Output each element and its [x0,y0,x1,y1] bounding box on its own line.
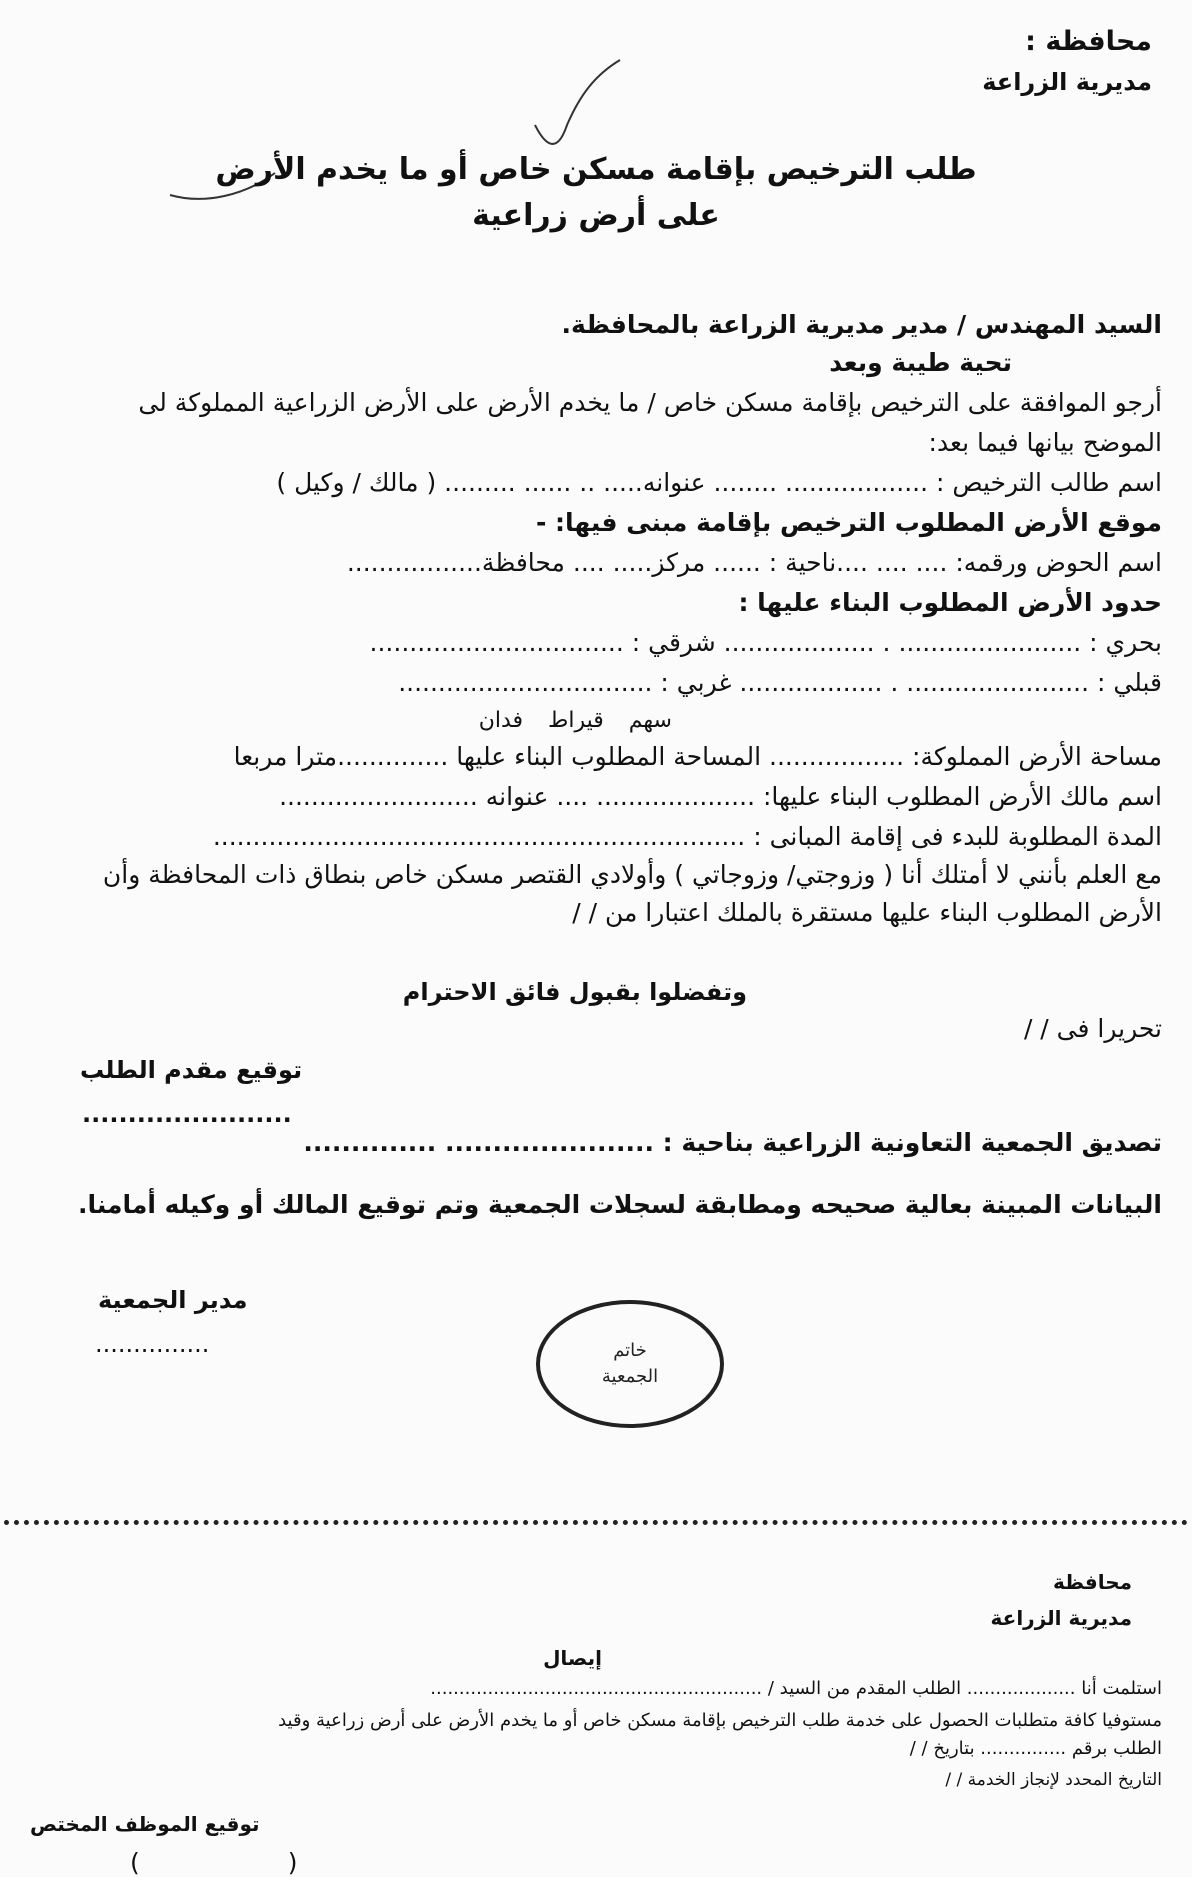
form-title-line1: طلب الترخيص بإقامة مسكن خاص أو ما يخدم الأرض [215,152,977,187]
cooperative-manager-label: مدير الجمعية [98,1286,248,1314]
declaration-line-2: الأرض المطلوب البناء عليها مستقرة بالملك اعتبارا من / / [572,898,1162,927]
receipt-title: إيصال [543,1646,602,1670]
seal-line-2: الجمعية [601,1366,659,1387]
governorate-label: محافظة : [1025,26,1152,57]
greeting: تحية طيبة وبعد [829,348,1012,377]
form-title-line2: على أرض زراعية [472,198,720,233]
owner-line: اسم مالك الأرض المطلوب البناء عليها: .................... .... عنوانه ......................... [279,782,1162,811]
closing: وتفضلوا بقبول فائق الاحترام [402,978,747,1006]
cooperative-certification: تصديق الجمعية التعاونية الزراعية بناحية : ...................... .............. [303,1128,1162,1157]
receipt-line-3: الطلب برقم ............... بتاريخ / / [909,1738,1162,1759]
directorate-label: مديرية الزراعة [982,68,1152,96]
employee-signature-bracket: ( ) [130,1848,298,1877]
declaration-line-1: مع العلم بأنني لا أمتلك أنا ( وزوجتي/ وزوجاتي ) وأولادي القتصر مسكن خاص بنطاق ذات المحافظة وأن [102,860,1162,889]
applicant-signature-label: توقيع مقدم الطلب [80,1056,303,1084]
seal-line-1: خاتم [613,1340,647,1361]
addressee: السيد المهندس / مدير مديرية الزراعة بالمحافظة. [561,310,1162,339]
request-line-1: أرجو الموافقة على الترخيص بإقامة مسكن خاص / ما يخدم الأرض على الأرض الزراعية المملوكة لى [138,388,1162,417]
basin-line: اسم الحوض ورقمه: .... .... ....ناحية : ...... مركز..... .... محافظة................. [346,548,1162,577]
receipt-governorate: محافظة [1052,1570,1132,1594]
borders-heading: حدود الأرض المطلوب البناء عليها : [738,588,1162,617]
request-line-2: الموضح بيانها فيما بعد: [928,428,1162,457]
area-line: مساحة الأرض المملوكة: ................. المساحة المطلوب البناء عليها ..............مترا مربعا [233,742,1162,771]
location-heading: موقع الأرض المطلوب الترخيص بإقامة مبنى فيها: - [535,508,1162,537]
north-east-line: بحري : ....................... . ................... شرقي : ................................ [369,628,1162,657]
receipt-directorate: مديرية الزراعة [990,1606,1132,1630]
receipt-service-date: التاريخ المحدد لإنجاز الخدمة / / [945,1770,1162,1790]
cooperative-manager-dots: ............... [95,1330,210,1358]
dated-line: تحريرا فى / / [1023,1014,1162,1043]
receipt-line-2: مستوفيا كافة متطلبات الحصول على خدمة طلب الترخيص بإقامة مسكن خاص أو ما يخدم الأرض على أرض زراعية وقيد [278,1710,1162,1731]
applicant-line: اسم طالب الترخيص : .................. ........ عنوانه..... .. ...... ......... ( مالك / وكيل ) [276,468,1162,497]
duration-line: المدة المطلوبة للبدء فى إقامة المبانى : ................................................................... [212,822,1162,851]
employee-signature-label: توقيع الموظف المختص [30,1812,260,1836]
cooperative-seal [536,1300,724,1428]
cooperative-statement: البيانات المبينة بعالية صحيحه ومطابقة لسجلات الجمعية وتم توقيع المالك أو وكيله أمامنا. [77,1190,1162,1219]
south-west-line: قبلي : ....................... . .................. غربي : ................................ [398,668,1162,697]
receipt-line-1: استلمت أنا ................... الطلب المقدم من السيد / .......................................................... [430,1678,1162,1699]
applicant-signature-dots: ....................... [82,1100,292,1128]
units-line: سهم قيراط فدان [478,708,672,733]
tear-off-separator [4,1520,1188,1525]
